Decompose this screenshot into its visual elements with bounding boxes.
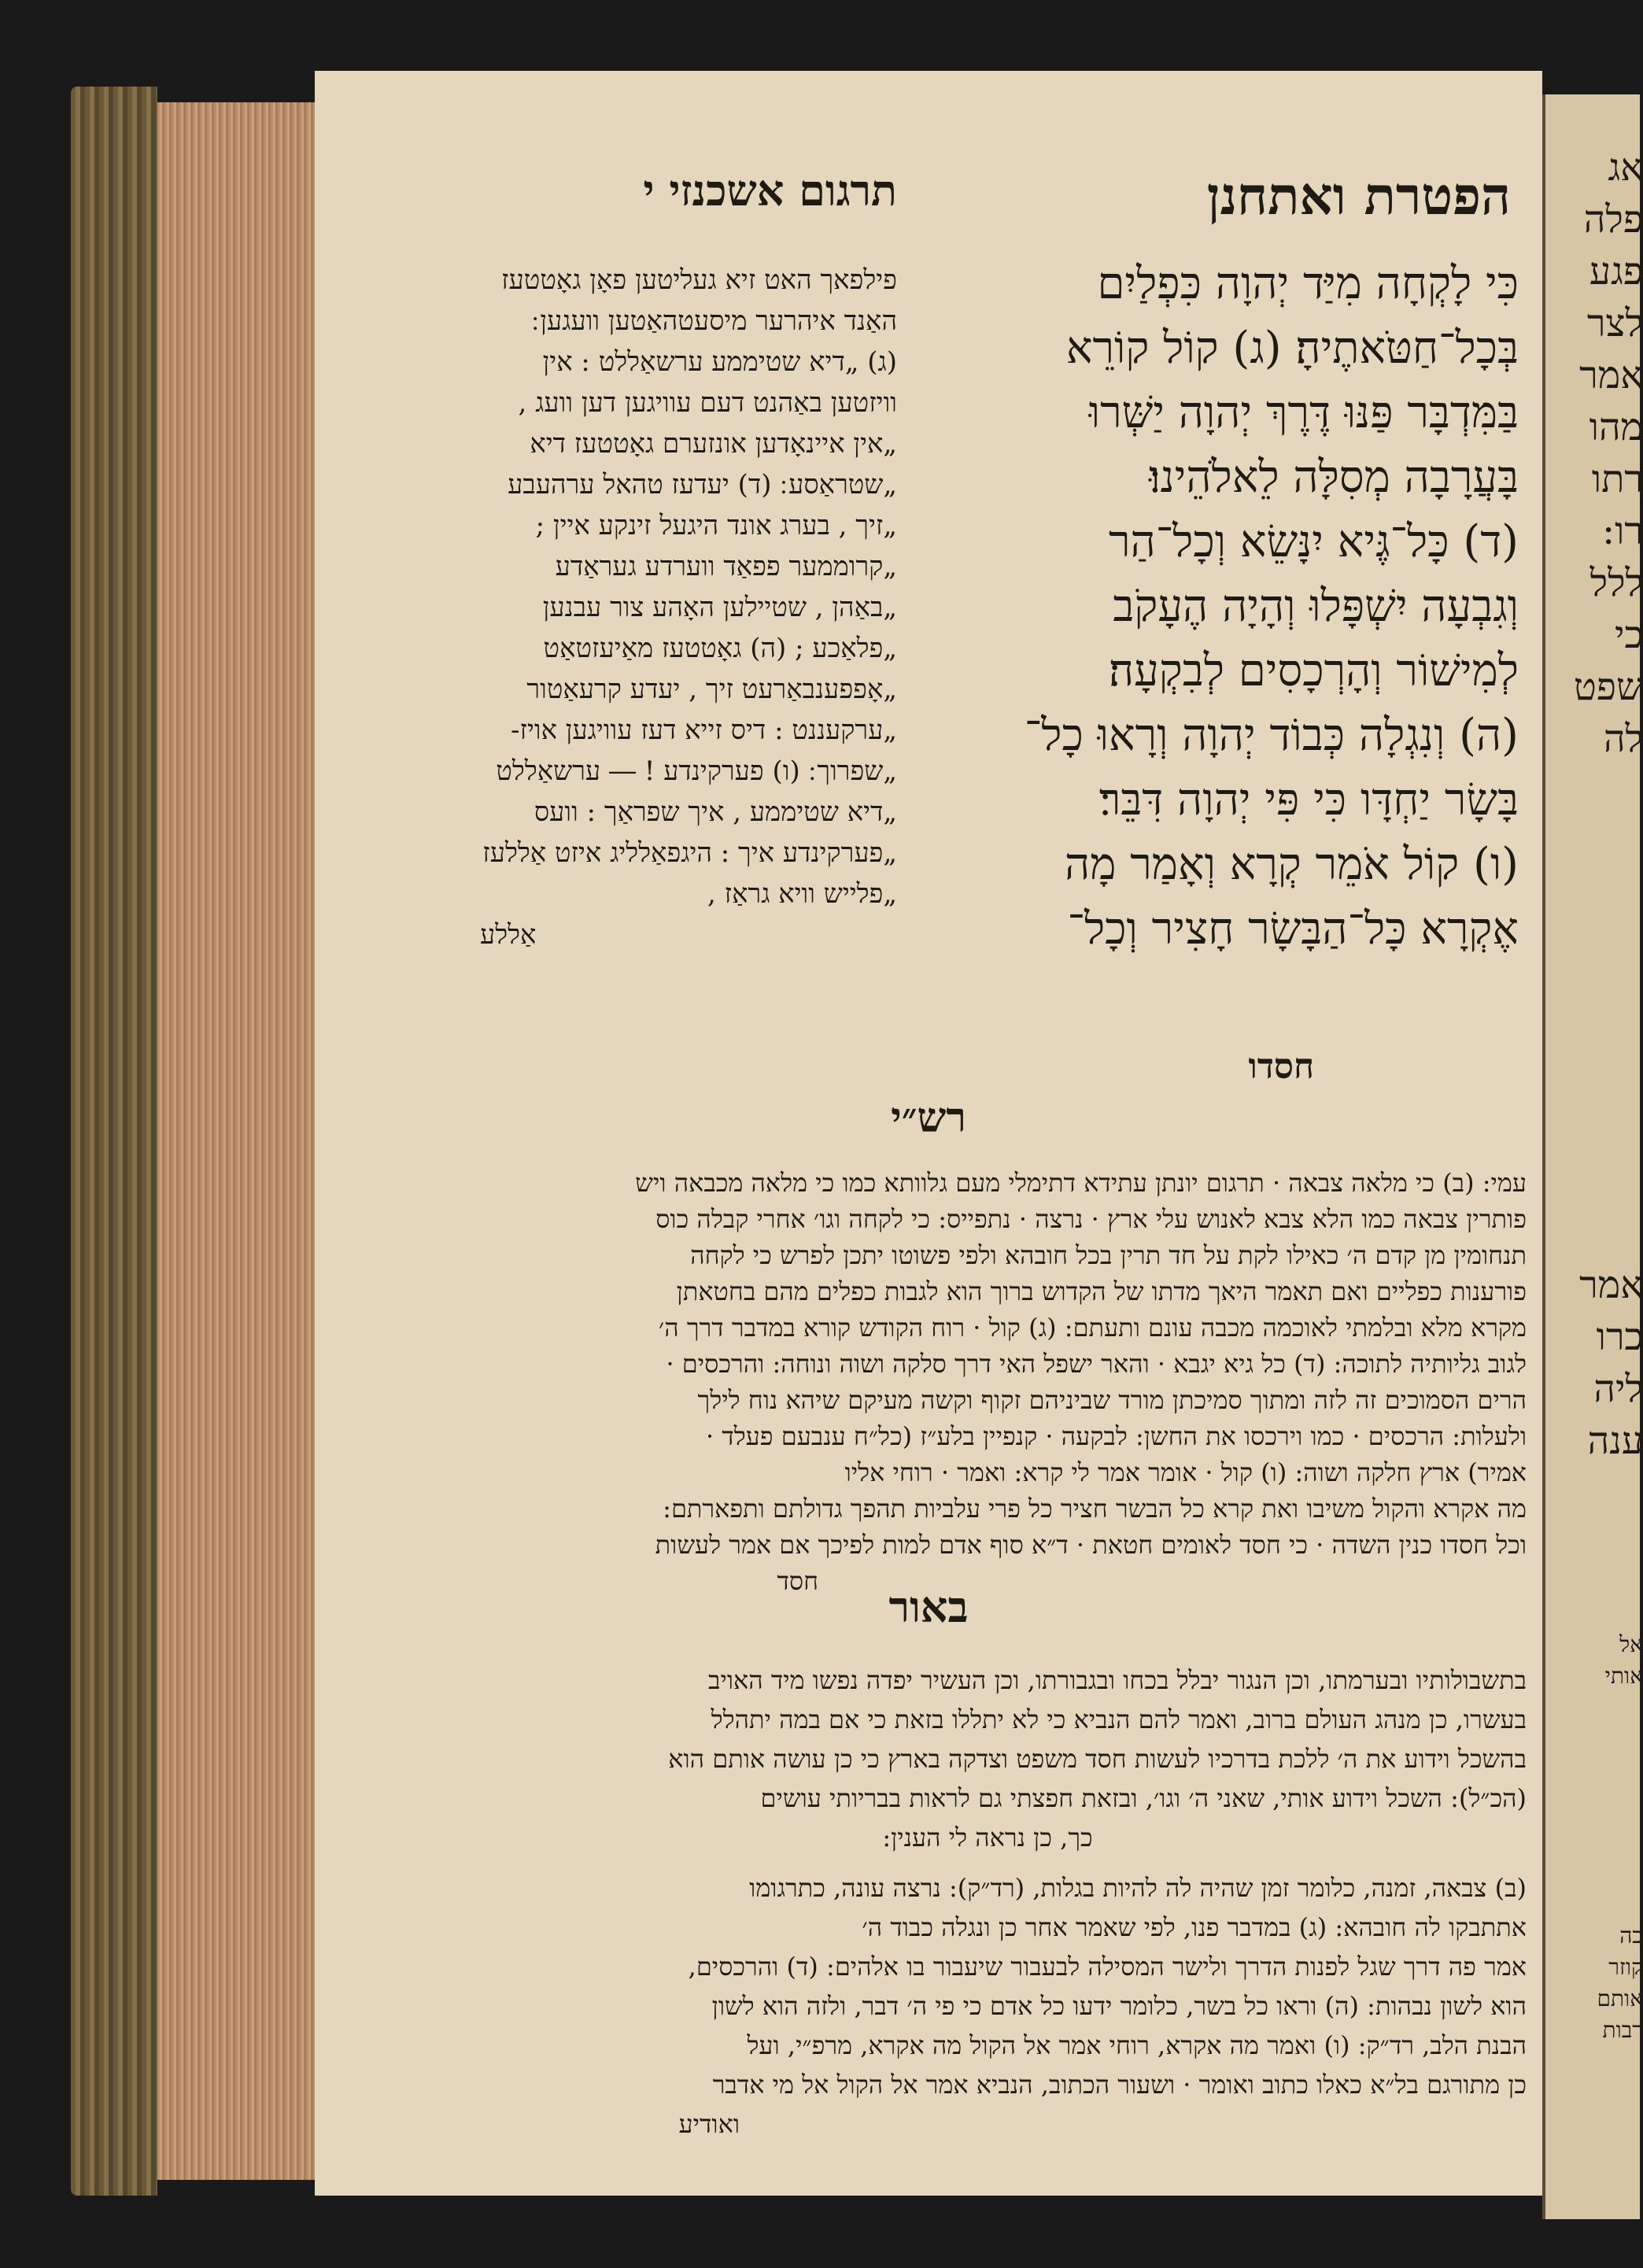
beur-line: בתשבולותיו ובערמתו, וכן הנגור יבלל בכחו ובגבורתו, וכן העשיר יפדה נפשו מיד האויב	[708, 1665, 1527, 1695]
next-page-line: אג	[1608, 146, 1643, 190]
main-text-line: (ד) כָּל־גֶּיא יִנָּשֵׂא וְכָל־הַר	[1108, 516, 1519, 567]
beur-line: הבנת הלב, רד״ק: (ו) ואמר מה אקרא, רוחי אמר אל הקול מה אקרא, מרפ״י, ועל	[747, 2030, 1527, 2060]
yiddish-line: „פלייש וויא גראַז ,	[707, 878, 897, 910]
rashi-line: חסד	[777, 1566, 818, 1596]
beur-line: אתתבקו לה חובהא: (ג) במדבר פנו, לפי שאמר אחר כן ונגלה כבוד ה׳	[862, 1912, 1527, 1942]
beur-line: (ב) צבאה, זמנה, כלומר זמן שהיה לה להיות בגלות, (רד״ק): נרצה עונה, כתרגומו	[749, 1873, 1527, 1903]
rashi-line: פורענות כפליים ואם תאמר היאך מדתו של הקדוש ברוך הוא לגבות כפלים מהם בחטאתן	[676, 1276, 1527, 1306]
next-page-line: כרו	[1596, 1315, 1643, 1359]
main-text-line: (ה) וְנִגְלָה כְּבוֹד יְהוָה וְרָאוּ כָל־	[1024, 710, 1519, 761]
beur-commentary	[449, 1660, 1527, 2144]
haftarah-title: הפטרת ואתחנן	[1206, 165, 1511, 227]
page-edges	[157, 102, 315, 2180]
next-page-line: רתו	[1591, 457, 1643, 501]
next-page-line: ענה	[1587, 1419, 1643, 1463]
beur-line: ואודיע	[678, 2109, 740, 2139]
next-page-line: ללל	[1589, 561, 1643, 605]
next-page-text-mid	[1556, 1259, 1643, 1467]
next-page-line: כי	[1614, 613, 1643, 657]
yiddish-line: (ג) „דיא שטיממע ערשאַללט : אין	[542, 346, 897, 378]
rashi-line: אמיר) ארץ חלקה ושוה: (ו) קול · אומר אמר לי קרא: ואמר · רוחי אליו	[844, 1457, 1527, 1487]
yiddish-line: האַנד איהרער מיסעטהאַטען וועגען ׃	[531, 305, 897, 337]
yiddish-line: „שפרוך ׃ (ו) פערקינדע ! ― ערשאַללט	[496, 755, 897, 787]
yiddish-catchword: אַללע	[480, 919, 537, 951]
rashi-commentary	[449, 1165, 1527, 1599]
next-page-line: אמר	[1579, 353, 1643, 397]
beur-line: (הכ״ל): השכל וידוע אותי, שאני ה׳ וגו׳, ובזאת חפצתי גם לראות בבריותי עושים	[760, 1783, 1527, 1813]
next-page-line: פגע	[1589, 249, 1643, 294]
next-page-edge	[1542, 94, 1643, 2219]
next-page-line: פלה	[1583, 198, 1643, 242]
main-text-line: בַּמִּדְבָּר פַּנּוּ דֶּרֶךְ יְהוָה יַשְּׁרוּ	[1088, 387, 1519, 438]
book	[63, 71, 1643, 2196]
main-catchword: חסדו	[1248, 1047, 1314, 1087]
book-page	[315, 71, 1542, 2196]
rashi-line: הרים הסמוכים זה לזה ומתוך סמיכתן מורד שביניהם זקוף וקשה מעיקם שיהא נוח לילך	[697, 1385, 1527, 1415]
main-text-line: (ו) קוֹל אֹמֵר קְרָא וְאָמַר מָה	[1065, 839, 1519, 890]
rashi-line: עמי: (ב) כי מלאה צבאה · תרגום יונתן עתידא דתימלי מעם גלוותא כמו כי מלאה מכבאה ויש	[635, 1168, 1527, 1198]
next-page-line: מהו	[1589, 405, 1643, 449]
yiddish-line: „קרוממער פפאַד ווערדע געראַדע	[555, 551, 897, 582]
yiddish-line: „אָפפענבאַרעט זיך , יעדע קרעאַטור	[526, 674, 897, 705]
beur-line: כן מתורגם בל״א כאלו כתוב ואומר · ושעור הכתוב, הנביא אמר אל הקול אל מי אדבר	[712, 2070, 1527, 2100]
next-page-line: שפט	[1573, 665, 1643, 709]
beur-line: הוא לשון נבהות: (ה) וראו כל בשר, כלומר ידעו כל אדם כי פי ה׳ דבר, ולזה הוא לשון	[711, 1991, 1527, 2021]
next-page-line: כה	[1619, 1923, 1643, 1948]
next-page-line: רו:	[1601, 509, 1643, 553]
beur-line: אמר פה דרך שגל לפנות הדרך ולישר המסילה לבעבור שיעבור בו אלהים: (ד) והרכסים,	[688, 1952, 1527, 1982]
yiddish-line: „דיא שטיממע , איך שפראַך : וועס	[534, 796, 897, 828]
main-text-line: כִּי לָקְחָה מִיַּד יְהוָה כִּפְלַיִם	[1097, 258, 1519, 309]
main-text-line: לְמִישׁוֹר וְהָרְכָסִים לְבִקְעָה׃	[1108, 645, 1519, 696]
main-text-line: אֶקְרָא כָּל־הַבָּשָׂר חָצִיר וְכָל־	[1067, 903, 1519, 955]
next-page-text-top	[1556, 142, 1643, 765]
yiddish-line: וויזטען באַהנט דעם עוויגען דען וועג ,	[518, 387, 897, 419]
yiddish-translation	[449, 260, 897, 955]
rashi-line: ולעלות: הרכסים · כמו וירכסו את החשן: לבקעה · קנפיין בלע״ז (כל״ח ענבעם פעלד ·	[705, 1421, 1527, 1451]
next-page-line: קוזר	[1608, 1954, 1643, 1980]
main-text-line: בָּעֲרָבָה מְסִלָּה לֵאלֹהֵינוּ׃	[1149, 452, 1519, 503]
yiddish-line: „זיך , בערג אונד היגעל זינקע איין ;	[535, 510, 897, 541]
beur-line: כך, כן נראה לי הענין:	[882, 1823, 1093, 1852]
next-page-text-bottom	[1556, 1920, 1643, 2046]
yiddish-line: „באַהן , שטיילען האָהע צור עבנען	[542, 592, 897, 623]
beur-title: באור	[888, 1582, 969, 1632]
next-page-line: ליה	[1593, 1367, 1643, 1411]
next-page-line: אותי	[1604, 1663, 1643, 1689]
translation-title: תרגום אשכנזי י	[643, 165, 897, 216]
rashi-line: לגוב גליותיה לתוכה: (ד) כל גיא יגבא · והאר ישפל האי דרך סלקה ושוה ונוחה: והרכסים ·	[666, 1349, 1527, 1379]
next-page-line: לצר	[1586, 301, 1643, 345]
yiddish-line: „ערקעננט : דיס זייא דעז עוויגען אויז-	[510, 715, 897, 746]
yiddish-line: „פלאַכע ; (ה) גאָטטעז מאַיעזטאַט	[543, 633, 897, 664]
yiddish-line: פילפאך האט זיא געליטען פאָן גאָטטעז	[501, 264, 897, 296]
rashi-line: פותרין צבאה כמו הלא צבא לאנוש עלי ארץ · נרצה · נתפייס: כי לקחה וגו׳ אחרי קבלה כוס	[655, 1204, 1527, 1234]
yiddish-line: „אין איינאָדען אונזערם גאָטטעז דיא	[530, 428, 897, 460]
yiddish-line: „שטראַסע ׃ (ד) יעדעז טהאל ערהעבע	[508, 469, 897, 501]
book-cover	[71, 87, 157, 2196]
rashi-line: מה אקרא והקול משיבו ואת קרא כל הבשר חציר כל פרי עלביות תהפך גדולתם ותפארתם:	[663, 1494, 1527, 1524]
yiddish-line: „פערקינדע איך : היגפאַלליג איזט אַללעז	[482, 837, 897, 869]
beur-line: בהשכל וידוע את ה׳ ללכת בדרכיו לעשות חסד משפט וצדקה בארץ כי כן עושה אותם הוא	[668, 1744, 1527, 1774]
rashi-title: רש״י	[891, 1094, 966, 1142]
main-text	[913, 252, 1519, 962]
beur-line: בעשרו, כן מנהג העולם ברוב, ואמר להם הנביא כי לא יתללו בזאת כי אם במה יתהלל	[711, 1705, 1527, 1734]
main-text-line: וְגִבְעָה יִשְׁפָּלוּ וְהָיָה הֶעָקֹב	[1113, 581, 1519, 632]
next-page-line: רבות	[1602, 2017, 1643, 2043]
next-page-line: אל	[1619, 1631, 1643, 1657]
next-page-line: אמר	[1579, 1263, 1643, 1307]
next-page-line: לה	[1603, 717, 1643, 761]
next-page-line: אותם	[1597, 1985, 1643, 2011]
next-page-text-small	[1556, 1629, 1643, 1692]
rashi-line: תנחומין מן קדם ה׳ כאילו לקת על חד תרין בכל חובהא ולפי פשוטו יתכן לפרש כי לקחה	[690, 1240, 1527, 1270]
main-text-line: בָּשָׂר יַחְדָּו כִּי פִּי יְהוָה דִּבֵּר׃	[1098, 774, 1519, 826]
main-text-line: בְּכָל־חַטֹּאתֶיהָ׃ (ג) קוֹל קוֹרֵא	[1065, 323, 1519, 374]
rashi-line: וכל חסדו כנין השדה · כי חסד לאומים חטאת · ד״א סוף אדם למות לפיכך אם אמר לעשות	[655, 1530, 1527, 1560]
rashi-line: מקרא מלא ובלמתי לאוכמה מכבה עונם ותעתם: (ג) קול · רוח הקודש קורא במדבר דרך ה׳	[658, 1313, 1527, 1343]
